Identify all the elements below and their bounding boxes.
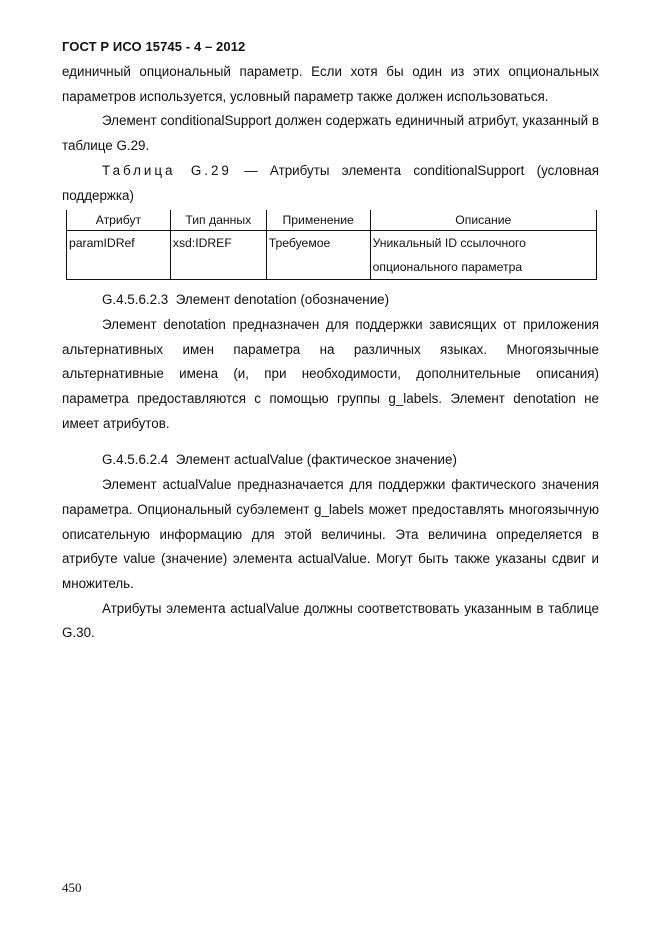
section-title: Элемент denotation (обозначение) [175,292,390,308]
table-cell: Уникальный ID ссылочного опционального параметра [370,231,596,280]
section-number: G.4.5.6.2.3 [102,292,169,308]
table-row [67,231,597,280]
table-header-cell: Описание [370,210,596,231]
table-header-cell: Применение [266,210,370,231]
table-header-cell: Тип данных [170,210,266,231]
paragraph-continuation: единичный опциональный параметр. Если хотя бы один из этих опциональных параметров используется, условный параметр также должен использоваться. [62,64,599,104]
table-cell: xsd:IDREF [170,231,266,280]
attributes-table [66,210,597,280]
paragraph-actual-value: Элемент actualValue предназначается для поддержки фактического значения параметра. Опциональный субэлемент g_labels может предоставлять многоязычную описательную информацию для этой величины. Эта величина определяется в атрибуте value (значение) элемента actualValue. Могут быть также указаны сдвиг и множитель. [62,477,599,591]
section-heading-actual-value [62,448,599,473]
paragraph-conditional-support: Элемент conditionalSupport должен содержать единичный атрибут, указанный в таблице G.29. [62,113,599,154]
page-content [62,60,599,646]
section-heading-denotation [62,288,599,313]
paragraph-denotation: Элемент denotation предназначен для поддержки зависящих от приложения альтернативных имен параметра на различных языках. Многоязычные альтернативные имена (и, при необходимости, дополнительные описания) параметра предоставляются с помощью группы g_labels. Элемент denotation не имеет атрибутов. [62,316,599,431]
table-caption [62,159,599,208]
table-header-cell: Атрибут [67,210,171,231]
table-caption-text: — Атрибуты элемента conditionalSupport (условная поддержка) [62,162,599,203]
page-number: 450 [62,880,82,895]
table-cell: paramIDRef [67,231,171,280]
table-cell: Требуемое [266,231,370,280]
section-title: Элемент actualValue (фактическое значение) [175,452,457,468]
document-header: ГОСТ Р ИСО 15745 - 4 – 2012 [62,39,246,54]
section-number: G.4.5.6.2.4 [102,452,169,468]
paragraph-actual-value-attributes: Атрибуты элемента actualValue должны соответствовать указанным в таблице G.30. [62,600,599,641]
table-caption-label: Таблица G.29 [102,162,232,178]
table-header-row [67,210,597,231]
